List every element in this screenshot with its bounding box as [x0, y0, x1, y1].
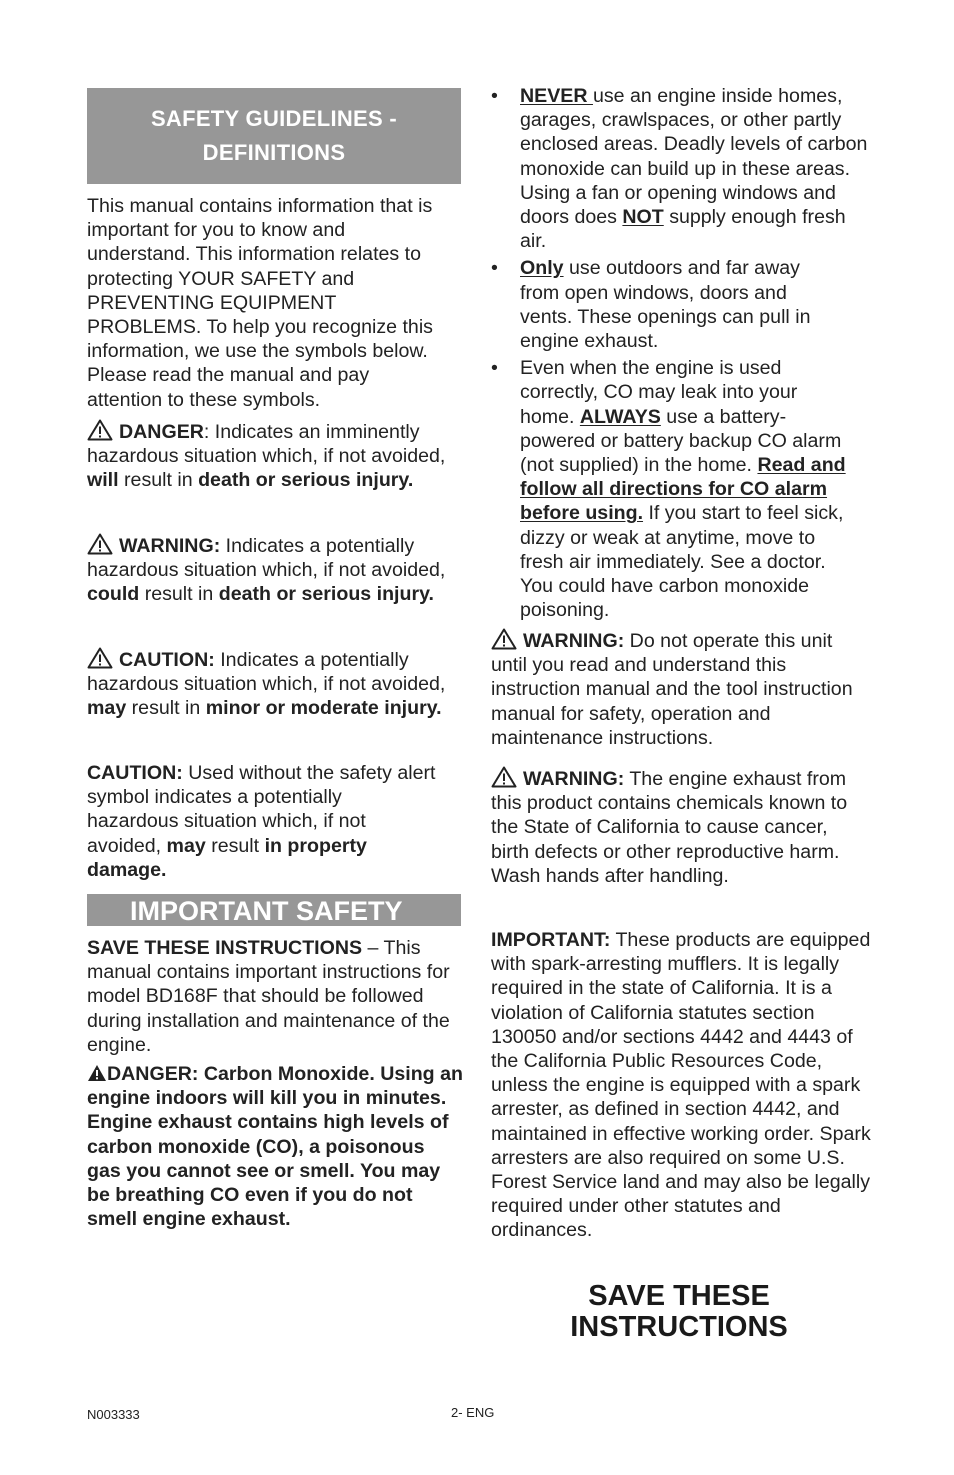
warning-operate-text: Do not operate this unit until you read and understand this instruction manual and the tool instruction manual for safety, operation and maintenance instructions. — [491, 630, 853, 749]
caution-plain-text: Used without the safety alert symbol indicates a potentially hazardous situation which, if not avoided, — [87, 762, 436, 857]
warning-operate-paragraph — [491, 628, 871, 750]
warning-triangle-icon — [491, 766, 517, 788]
save-heading-line-1: SAVE THESE — [588, 1280, 770, 1312]
caution-plain-definition — [87, 761, 437, 882]
caution-plain-label: CAUTION: — [87, 762, 183, 784]
warning-text: Indicates a potentially hazardous situation which, if not avoided, — [87, 535, 446, 582]
caution-emphasis: may — [87, 697, 127, 720]
caution-consequence: minor or moderate injury. — [205, 697, 442, 720]
caution-text: Indicates a potentially hazardous situation which, if not avoided, — [87, 649, 446, 696]
caution-definition — [87, 647, 457, 721]
warning-triangle-icon — [87, 1064, 107, 1082]
list-item — [491, 84, 871, 253]
danger-definition — [87, 419, 463, 493]
caution-plain-consequence: in property damage. — [87, 834, 367, 881]
save-instructions-label: SAVE THESE INSTRUCTIONS — [87, 937, 363, 959]
co-danger-text: DANGER: Carbon Monoxide. Using an engine indoors will kill you in minutes. Engine exhaust contains high levels of carbon monoxide (CO), a poisonous gas you cannot see or smell. You may be breathing CO even if you do not smell engine exhaust. — [87, 1063, 463, 1231]
danger-text-2: result in — [118, 469, 199, 492]
caution-plain-emphasis: may — [166, 834, 206, 857]
danger-label: DANGER — [119, 421, 204, 443]
caution-label: CAUTION: — [119, 649, 215, 671]
bullet3-text-2: use a battery-powered or battery backup CO alarm (not supplied) in the home. — [520, 405, 842, 477]
never-emphasis: NEVER — [520, 85, 593, 107]
intro-paragraph: This manual contains information that is important for you to know and understand. This information relates to protecting YOUR SAFETY and PREVENTING EQUIPMENT PROBLEMS. To help you recognize this information, we use the symbols below. Please read the manual and pay attention to these symbols. — [87, 195, 433, 411]
important-spark-paragraph — [491, 928, 871, 1243]
danger-text: : Indicates an imminently hazardous situation which, if not avoided, — [87, 421, 446, 468]
warning-california-text: The engine exhaust from this product contains chemicals known to the State of California to cause cancer, birth defects or other reproductive harm. Wash hands after handling. — [491, 768, 848, 887]
bullet2-text: use outdoors and far away from open windows, doors and vents. These openings can pull in engine exhaust. — [520, 257, 811, 353]
warning-emphasis: could — [87, 583, 140, 606]
important-safety-title: IMPORTANT SAFETY — [130, 896, 403, 926]
bullet-glyph: • — [491, 85, 498, 107]
bullet3-text: Even when the engine is used correctly, CO may leak into your home. — [520, 357, 798, 428]
list-item — [491, 356, 871, 622]
save-these-instructions-heading — [520, 1281, 838, 1343]
warning-label: WARNING: — [523, 768, 625, 790]
only-emphasis: Only — [520, 257, 564, 280]
warning-label: WARNING: — [523, 630, 625, 652]
warning-label: WARNING: — [119, 535, 221, 557]
bullet-glyph: • — [491, 357, 498, 380]
bullet1-text-2: supply enough fresh air. — [520, 206, 846, 253]
read-directions-emphasis: Read and follow all directions for CO alarm before using. — [520, 454, 846, 525]
danger-consequence: death or serious injury. — [198, 469, 414, 492]
save-heading-line-2: INSTRUCTIONS — [570, 1311, 788, 1343]
important-safety-banner — [87, 894, 461, 926]
bullet3-text-3: If you start to feel sick, dizzy or weak at anytime, move to fresh air immediately. See a doctor. You could have carbon monoxide poisoning. — [520, 502, 844, 622]
caution-plain-text-2: result — [205, 834, 265, 857]
warning-consequence: death or serious injury. — [218, 583, 434, 606]
warning-definition — [87, 533, 457, 607]
safety-guidelines-banner — [87, 88, 461, 184]
save-instructions-text: – This manual contains important instructions for model BD168F that should be followed during installation and maintenance of the engine. — [87, 937, 450, 1056]
important-spark-text: These products are equipped with spark-arresting mufflers. It is legally required in the state of California. It is a violation of California statutes section 130050 and/or sections 4442 and 4443 of the California Public Resources Code, unless the engine is equipped with a spark arrester, as defined in section 4442, and maintained in effective working order. Spark arresters are also required on some U.S. Forest Service land and may also be legally required under other statutes and ordinances. — [491, 929, 871, 1242]
warning-text-2: result in — [139, 583, 219, 606]
warning-triangle-icon — [87, 533, 113, 555]
co-bullet-list — [491, 84, 871, 622]
bullet1-text: use an engine inside homes, garages, crawlspaces, or other partly enclosed areas. Deadly levels of carbon monoxide can build up in these areas. Using a fan or opening windows and doors does — [520, 85, 868, 229]
warning-triangle-icon — [491, 628, 517, 650]
warning-triangle-icon — [87, 647, 113, 669]
bullet-glyph: • — [491, 257, 498, 280]
co-danger-paragraph — [87, 1062, 463, 1231]
document-number: N003333 — [87, 1407, 140, 1422]
always-emphasis: ALWAYS — [579, 405, 661, 428]
page-number: 2- ENG — [451, 1405, 495, 1420]
not-emphasis: NOT — [622, 206, 664, 229]
caution-text-2: result in — [126, 697, 206, 720]
danger-emphasis: will — [87, 469, 119, 492]
list-item — [491, 256, 871, 353]
warning-triangle-icon — [87, 419, 113, 441]
warning-california-paragraph — [491, 766, 861, 888]
banner-title: SAFETY GUIDELINES - DEFINITIONS — [150, 106, 398, 165]
important-label: IMPORTANT: — [491, 929, 611, 951]
save-instructions-paragraph — [87, 936, 461, 1057]
